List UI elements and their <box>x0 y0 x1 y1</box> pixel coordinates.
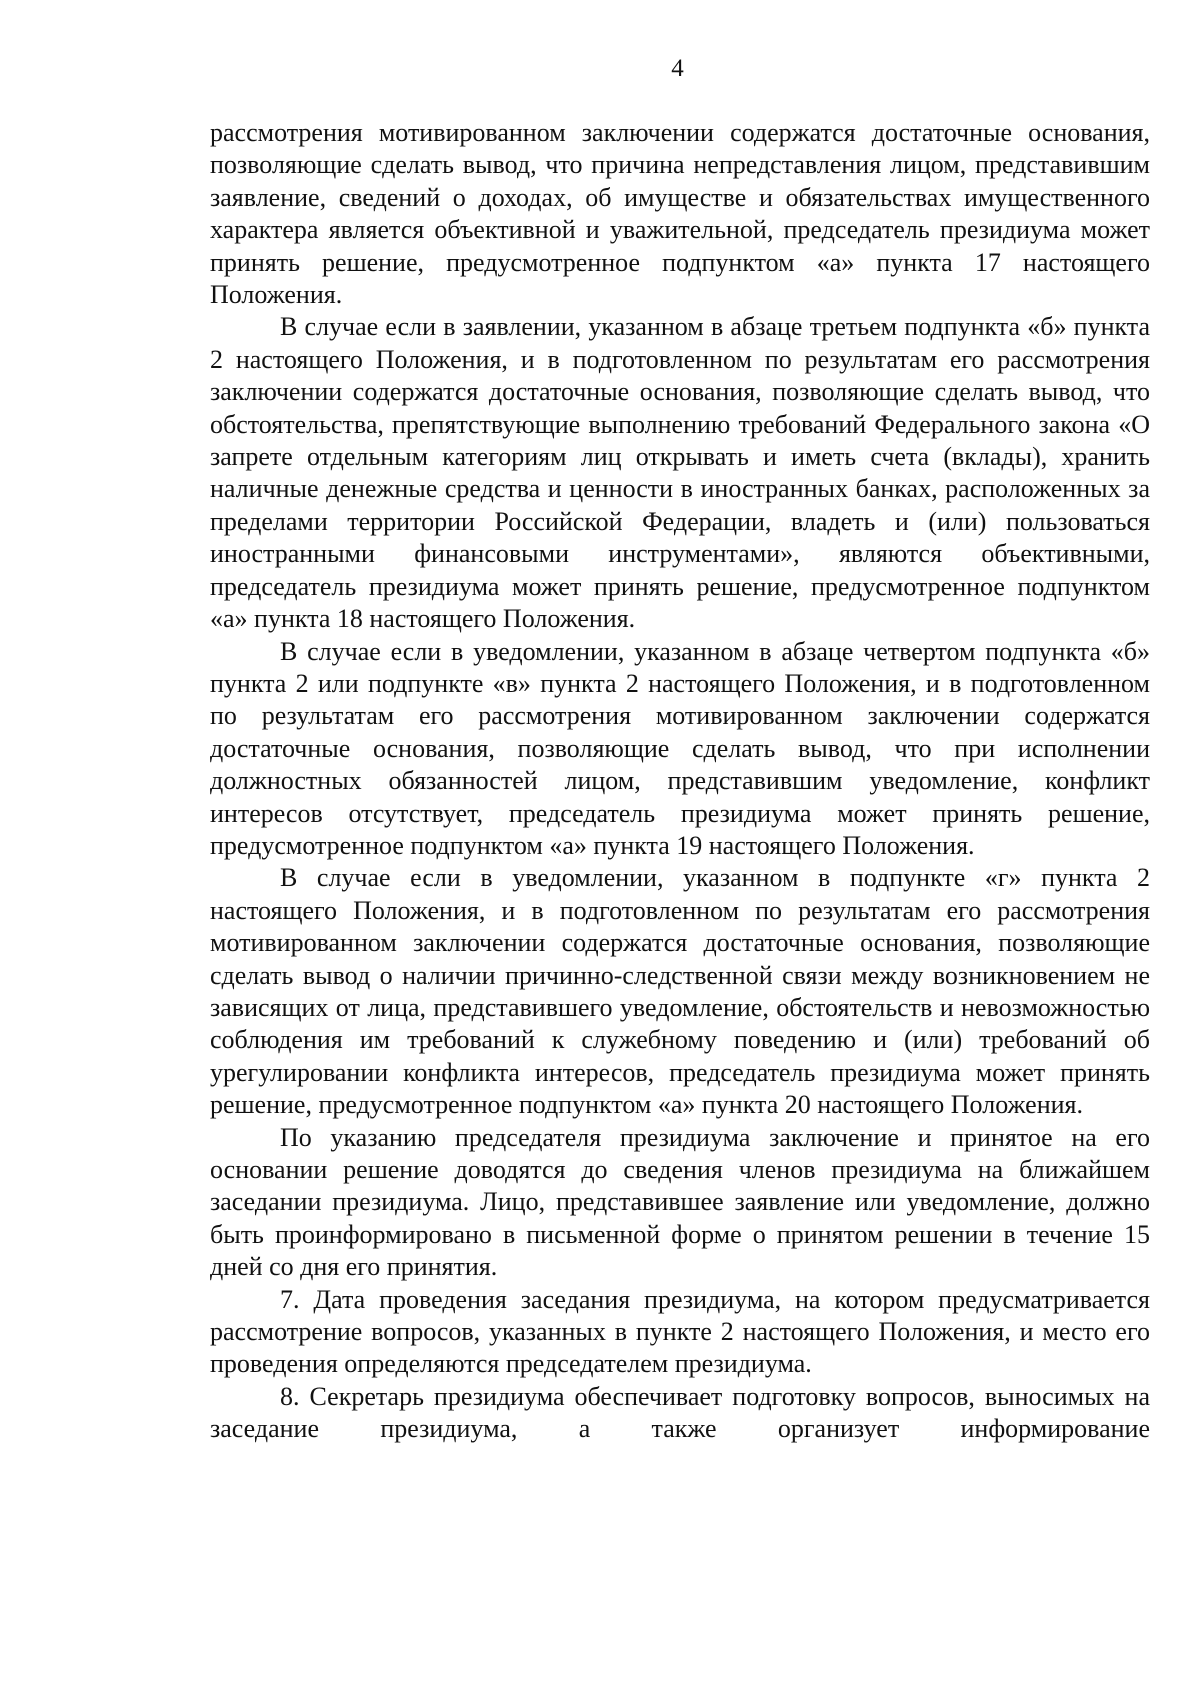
paragraph-1: рассмотрения мотивированном заключении содержатся достаточные основания, позволяющие сделать вывод, что причина непредставления лицом, представившим заявление, сведений о доходах, об имуществе и обязательствах имущественного характера является объективной и уважительной, председатель президиума может принять решение, предусмотренное подпунктом «а» пункта 17 настоящего Положения. <box>210 118 1150 310</box>
document-body <box>210 117 1150 1446</box>
paragraph-4: В случае если в уведомлении, указанном в подпункте «г» пункта 2 настоящего Положения, и в подготовленном по результатам его рассмотрения мотивированном заключении содержатся достаточные основания, позволяющие сделать вывод о наличии причинно-следственной связи между возникновением не зависящих от лица, представившего уведомление, обстоятельств и невозможностью соблюдения им требований к служебному поведению и (или) требований об урегулировании конфликта интересов, председатель президиума может принять решение, предусмотренное подпунктом «а» пункта 20 настоящего Положения. <box>210 863 1150 1120</box>
paragraph-3: В случае если в уведомлении, указанном в абзаце четвертом подпункта «б» пункта 2 или подпункте «в» пункта 2 настоящего Положения, и в подготовленном по результатам его рассмотрения мотивированном заключении содержатся достаточные основания, позволяющие сделать вывод, что при исполнении должностных обязанностей лицом, представившим уведомление, конфликт интересов отсутствует, председатель президиума может принять решение, предусмотренное подпунктом «а» пункта 19 настоящего Положения. <box>210 636 1150 860</box>
paragraph-2: В случае если в заявлении, указанном в абзаце третьем подпункта «б» пункта 2 настоящего Положения, и в подготовленном по результатам его рассмотрения заключении содержатся достаточные основания, позволяющие сделать вывод, что обстоятельства, препятствующие выполнению требований Федерального закона «О запрете отдельным категориям лиц открывать и иметь счета (вклады), хранить наличные денежные средства и ценности в иностранных банках, расположенных за пределами территории Российской Федерации, владеть и (или) пользоваться иностранными финансовыми инструментами», являются объективными, председатель президиума может принять решение, предусмотренное подпунктом «а» пункта 18 настоящего Положения. <box>210 312 1150 634</box>
paragraph-5: По указанию председателя президиума заключение и принятое на его основании решение доводятся до сведения членов президиума на ближайшем заседании президиума. Лицо, представившее заявление или уведомление, должно быть проинформировано в письменной форме о принятом решении в течение 15 дней со дня его принятия. <box>210 1122 1150 1282</box>
paragraph-item-7: 7. Дата проведения заседания президиума, на котором предусматривается рассмотрение вопросов, указанных в пункте 2 настоящего Положения, и место его проведения определяются председателем президиума. <box>210 1284 1150 1379</box>
paragraph-item-8: 8. Секретарь президиума обеспечивает подготовку вопросов, выносимых на заседание президиума, а также организует информирование <box>210 1381 1150 1444</box>
page-number: 4 <box>671 55 684 82</box>
